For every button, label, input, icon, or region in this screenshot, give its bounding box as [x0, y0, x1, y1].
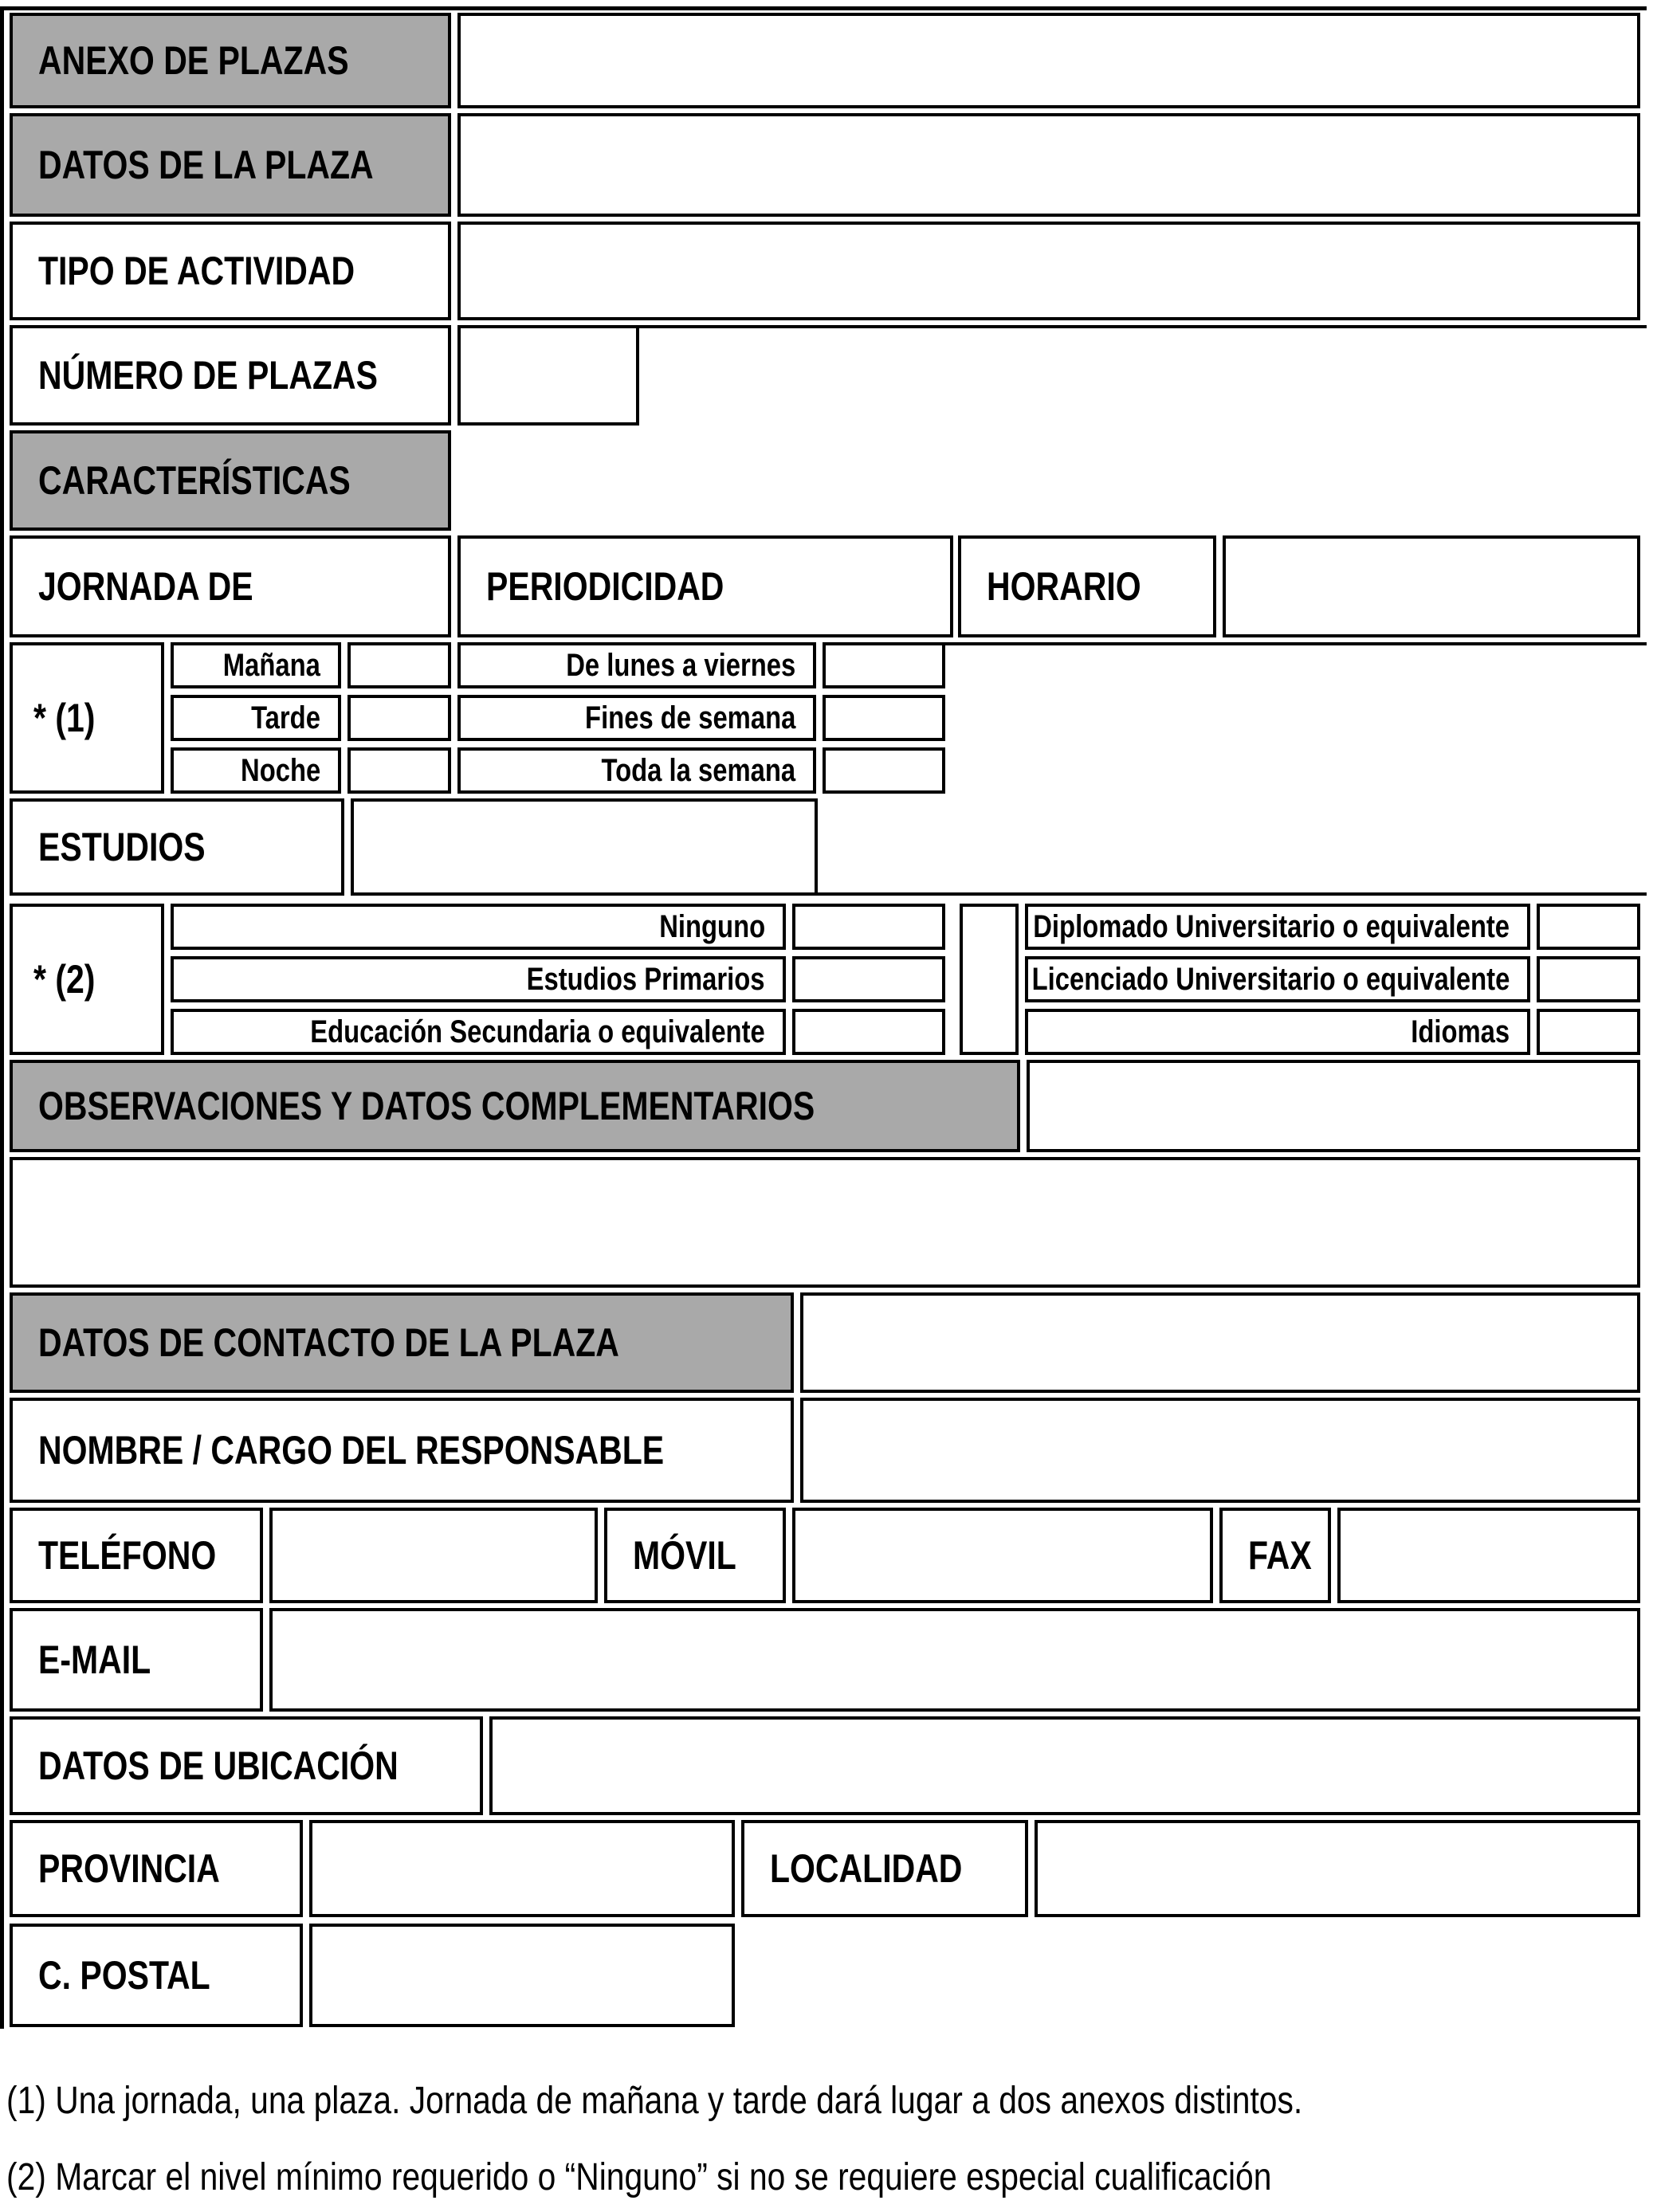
localidad-label: LOCALIDAD	[770, 1846, 963, 1891]
header-datos-de-la-plaza-label: DATOS DE LA PLAZA	[38, 143, 374, 187]
option-estudios-primarios-label: Estudios Primarios	[527, 961, 765, 997]
observaciones-value-field[interactable]	[1027, 1060, 1640, 1152]
option-idiomas-label-cell	[1025, 1009, 1530, 1055]
telefono-field[interactable]	[269, 1508, 598, 1603]
option-educacion-secundaria-label: Educación Secundaria o equivalente	[310, 1014, 765, 1049]
numero-plazas-field[interactable]	[457, 325, 639, 426]
checkbox-estudios-primarios[interactable]	[792, 956, 945, 1002]
numero-plazas-label: NÚMERO DE PLAZAS	[38, 353, 378, 398]
estudios-value-field[interactable]	[351, 798, 818, 896]
anexo-value-field[interactable]	[457, 13, 1640, 108]
option-idiomas-label: Idiomas	[1411, 1014, 1510, 1049]
footnote-2	[6, 2151, 1647, 2202]
header-caracteristicas-label: CARACTERÍSTICAS	[38, 458, 351, 503]
footnote-1	[6, 2075, 1647, 2126]
footnote-ref-1-cell	[10, 642, 164, 794]
provincia-field[interactable]	[309, 1820, 735, 1917]
email-label: E-MAIL	[38, 1637, 151, 1682]
option-fines-semana-label: Fines de semana	[584, 700, 795, 735]
jornada-label: JORNADA DE	[38, 564, 253, 609]
responsable-field[interactable]	[800, 1398, 1640, 1503]
header-caracteristicas	[10, 430, 451, 531]
header-anexo-de-plazas	[10, 13, 451, 108]
option-licenciado-label-cell	[1025, 956, 1530, 1002]
fax-field[interactable]	[1337, 1508, 1640, 1603]
fax-label: FAX	[1248, 1533, 1312, 1578]
estudios-spacer-cell	[960, 904, 1019, 1055]
fax-label-cell	[1219, 1508, 1331, 1603]
checkbox-ninguno[interactable]	[792, 904, 945, 950]
ubicacion-label-cell	[10, 1716, 483, 1815]
header-datos-contacto	[10, 1292, 794, 1393]
provincia-label-cell	[10, 1820, 303, 1917]
tipo-actividad-label: TIPO DE ACTIVIDAD	[38, 249, 355, 293]
checkbox-idiomas[interactable]	[1537, 1009, 1640, 1055]
checkbox-licenciado[interactable]	[1537, 956, 1640, 1002]
horario-label-cell	[958, 535, 1216, 637]
ubicacion-value-field[interactable]	[489, 1716, 1640, 1815]
checkbox-tarde[interactable]	[347, 695, 451, 741]
footnote-1-text: (1) Una jornada, una plaza. Jornada de mañana y tarde dará lugar a dos anexos distintos.	[6, 2079, 1303, 2122]
observaciones-text-area[interactable]	[10, 1157, 1640, 1288]
responsable-label-cell	[10, 1398, 794, 1503]
checkbox-educacion-secundaria[interactable]	[792, 1009, 945, 1055]
checkbox-toda-semana[interactable]	[823, 747, 945, 794]
email-label-cell	[10, 1608, 263, 1712]
datos-plaza-value-field[interactable]	[457, 113, 1640, 217]
option-lunes-viernes-label: De lunes a viernes	[565, 647, 795, 683]
horario-label: HORARIO	[987, 564, 1141, 609]
movil-label: MÓVIL	[633, 1533, 736, 1578]
checkbox-lunes-viernes[interactable]	[823, 642, 945, 688]
checkbox-manana[interactable]	[347, 642, 451, 688]
cpostal-label-cell	[10, 1924, 303, 2027]
option-tarde-label-cell	[171, 695, 341, 741]
tipo-actividad-label-cell	[10, 222, 451, 320]
footnote-ref-2-label: * (2)	[33, 957, 96, 1002]
option-licenciado-label: Licenciado Universitario o equivalente	[1031, 961, 1510, 997]
option-fines-semana-label-cell	[457, 695, 816, 741]
periodicidad-label-cell	[457, 535, 953, 637]
header-observaciones	[10, 1060, 1020, 1152]
table-left-border	[0, 6, 4, 2029]
checkbox-noche[interactable]	[347, 747, 451, 794]
option-tarde-label: Tarde	[251, 700, 320, 735]
provincia-label: PROVINCIA	[38, 1846, 220, 1891]
header-datos-de-la-plaza	[10, 113, 451, 217]
footnote-ref-1-label: * (1)	[33, 696, 96, 740]
row-divider-jornada	[945, 642, 1647, 645]
movil-field[interactable]	[792, 1508, 1213, 1603]
estudios-label: ESTUDIOS	[38, 825, 206, 869]
cpostal-field[interactable]	[309, 1924, 735, 2027]
cpostal-label: C. POSTAL	[38, 1953, 210, 1998]
option-diplomado-label-cell	[1025, 904, 1530, 950]
responsable-label: NOMBRE / CARGO DEL RESPONSABLE	[38, 1428, 665, 1473]
row-divider-estudios	[818, 892, 1647, 896]
option-toda-semana-label: Toda la semana	[601, 752, 795, 788]
datos-contacto-value-field[interactable]	[800, 1292, 1640, 1393]
option-ninguno-label-cell	[171, 904, 786, 950]
localidad-label-cell	[741, 1820, 1028, 1917]
numero-plazas-label-cell	[10, 325, 451, 426]
movil-label-cell	[604, 1508, 786, 1603]
telefono-label-cell	[10, 1508, 263, 1603]
option-educacion-secundaria-label-cell	[171, 1009, 786, 1055]
email-field[interactable]	[269, 1608, 1640, 1712]
option-estudios-primarios-label-cell	[171, 956, 786, 1002]
option-diplomado-label: Diplomado Universitario o equivalente	[1033, 908, 1510, 944]
table-top-border	[0, 6, 1647, 10]
option-ninguno-label: Ninguno	[659, 908, 765, 944]
header-anexo-de-plazas-label: ANEXO DE PLAZAS	[38, 38, 349, 83]
tipo-actividad-field[interactable]	[457, 222, 1640, 320]
footnote-ref-2-cell	[10, 904, 164, 1055]
header-observaciones-label: OBSERVACIONES Y DATOS COMPLEMENTARIOS	[38, 1084, 815, 1128]
option-lunes-viernes-label-cell	[457, 642, 816, 688]
ubicacion-label: DATOS DE UBICACIÓN	[38, 1743, 399, 1788]
checkbox-diplomado[interactable]	[1537, 904, 1640, 950]
option-toda-semana-label-cell	[457, 747, 816, 794]
option-noche-label-cell	[171, 747, 341, 794]
option-noche-label: Noche	[240, 752, 320, 788]
horario-field[interactable]	[1223, 535, 1640, 637]
checkbox-fines-semana[interactable]	[823, 695, 945, 741]
jornada-label-cell	[10, 535, 451, 637]
footnote-2-text: (2) Marcar el nivel mínimo requerido o “Ninguno” si no se requiere especial cualificación	[6, 2155, 1272, 2198]
header-datos-contacto-label: DATOS DE CONTACTO DE LA PLAZA	[38, 1320, 619, 1365]
localidad-field[interactable]	[1035, 1820, 1640, 1917]
estudios-label-cell	[10, 798, 344, 896]
option-manana-label-cell	[171, 642, 341, 688]
option-manana-label: Mañana	[222, 647, 320, 683]
periodicidad-label: PERIODICIDAD	[486, 564, 724, 609]
telefono-label: TELÉFONO	[38, 1533, 217, 1578]
row-divider-numero	[639, 325, 1647, 328]
